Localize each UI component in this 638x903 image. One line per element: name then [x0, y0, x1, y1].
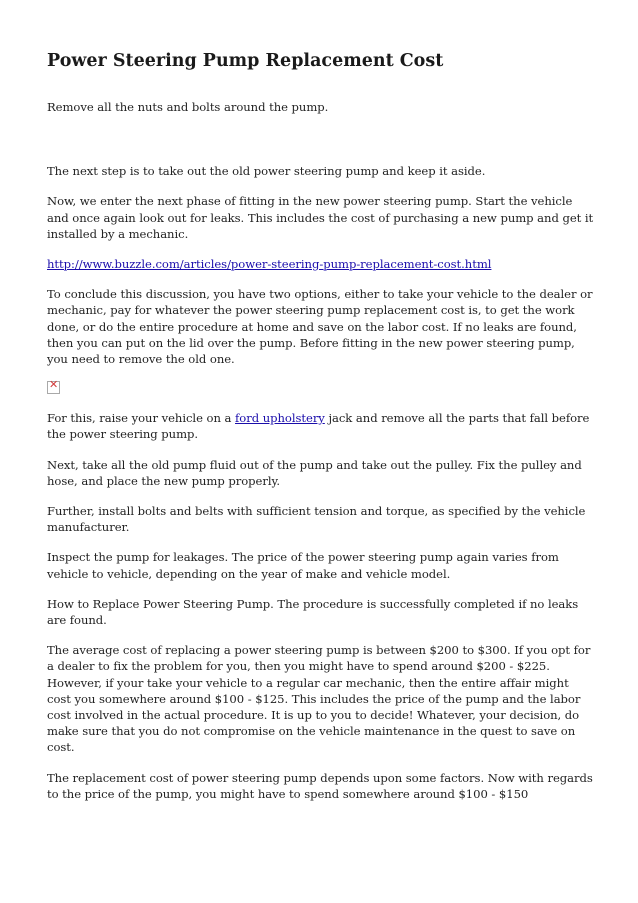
paragraph-average-cost: The average cost of replacing a power steering pump is between $200 to $300. If you opt for a dealer to fix the problem for you, then you might have to spend around $200 - $225. However, if your take your vehicle to a regular car mechanic, then the entire affair might cost you somewhere around $100 - $125. This includes the price of the pump and the labor cost involved in the actual procedure. It is up to you to decide! Whatever, your decision, do make sure that you do not compromise on the vehicle maintenance in the quest to save on cost.: [47, 643, 591, 755]
paragraph-remove-bolts: Remove all the nuts and bolts around the pump.: [47, 100, 329, 114]
paragraph-next-step: The next step is to take out the old power steering pump and keep it aside.: [47, 164, 486, 179]
paragraph-raise-vehicle: [47, 410, 595, 442]
paragraph-inspect-pump: Inspect the pump for leakages. The price of the power steering pump again varies from vehicle to vehicle, depending on the year of make and vehicle model.: [47, 550, 559, 581]
source-link-paragraph: [47, 256, 595, 272]
paragraph-pump-fluid: Next, take all the old pump fluid out of the pump and take out the pulley. Fix the pulley and hose, and place the new pump properly.: [47, 457, 582, 488]
paragraph-conclusion: To conclude this discussion, you have two options, either to take your vehicle to the dealer or mechanic, pay for whatever the power steering pump replacement cost is, to get the work done, or do the entire procedure at home and save on the labor cost. If no leaks are found, then you can put on the lid over the pump. Before fitting in the new power steering pump, you need to remove the old one.: [47, 287, 593, 367]
document-page: [47, 48, 595, 802]
document-title: Power Steering Pump Replacement Cost: [47, 51, 444, 71]
paragraph-replacement-cost: The replacement cost of power steering pump depends upon some factors. Now with regards to the price of the pump, you might have to spend somewhere around $100 - $150: [47, 770, 593, 801]
source-link[interactable]: http://www.buzzle.com/articles/power-steering-pump-replacement-cost.html: [47, 257, 492, 272]
paragraph-fitting: Now, we enter the next phase of fitting in the new power steering pump. Start the vehicle and once again look out for leaks. This includes the cost of purchasing a new pump and get it installed by a mechanic.: [47, 194, 594, 241]
ford-upholstery-link[interactable]: ford upholstery: [235, 411, 325, 426]
raise-vehicle-text-before: For this, raise your vehicle on a: [47, 411, 236, 426]
paragraph-install-bolts: Further, install bolts and belts with sufficient tension and torque, as specified by the vehicle manufacturer.: [47, 504, 586, 535]
paragraph-how-to-replace: How to Replace Power Steering Pump. The procedure is successfully completed if no leaks are found.: [47, 596, 579, 628]
raise-vehicle-text-after: jack and remove all the parts that fall before the power steering pump.: [47, 411, 590, 442]
broken-image-icon: ✕: [47, 381, 60, 394]
